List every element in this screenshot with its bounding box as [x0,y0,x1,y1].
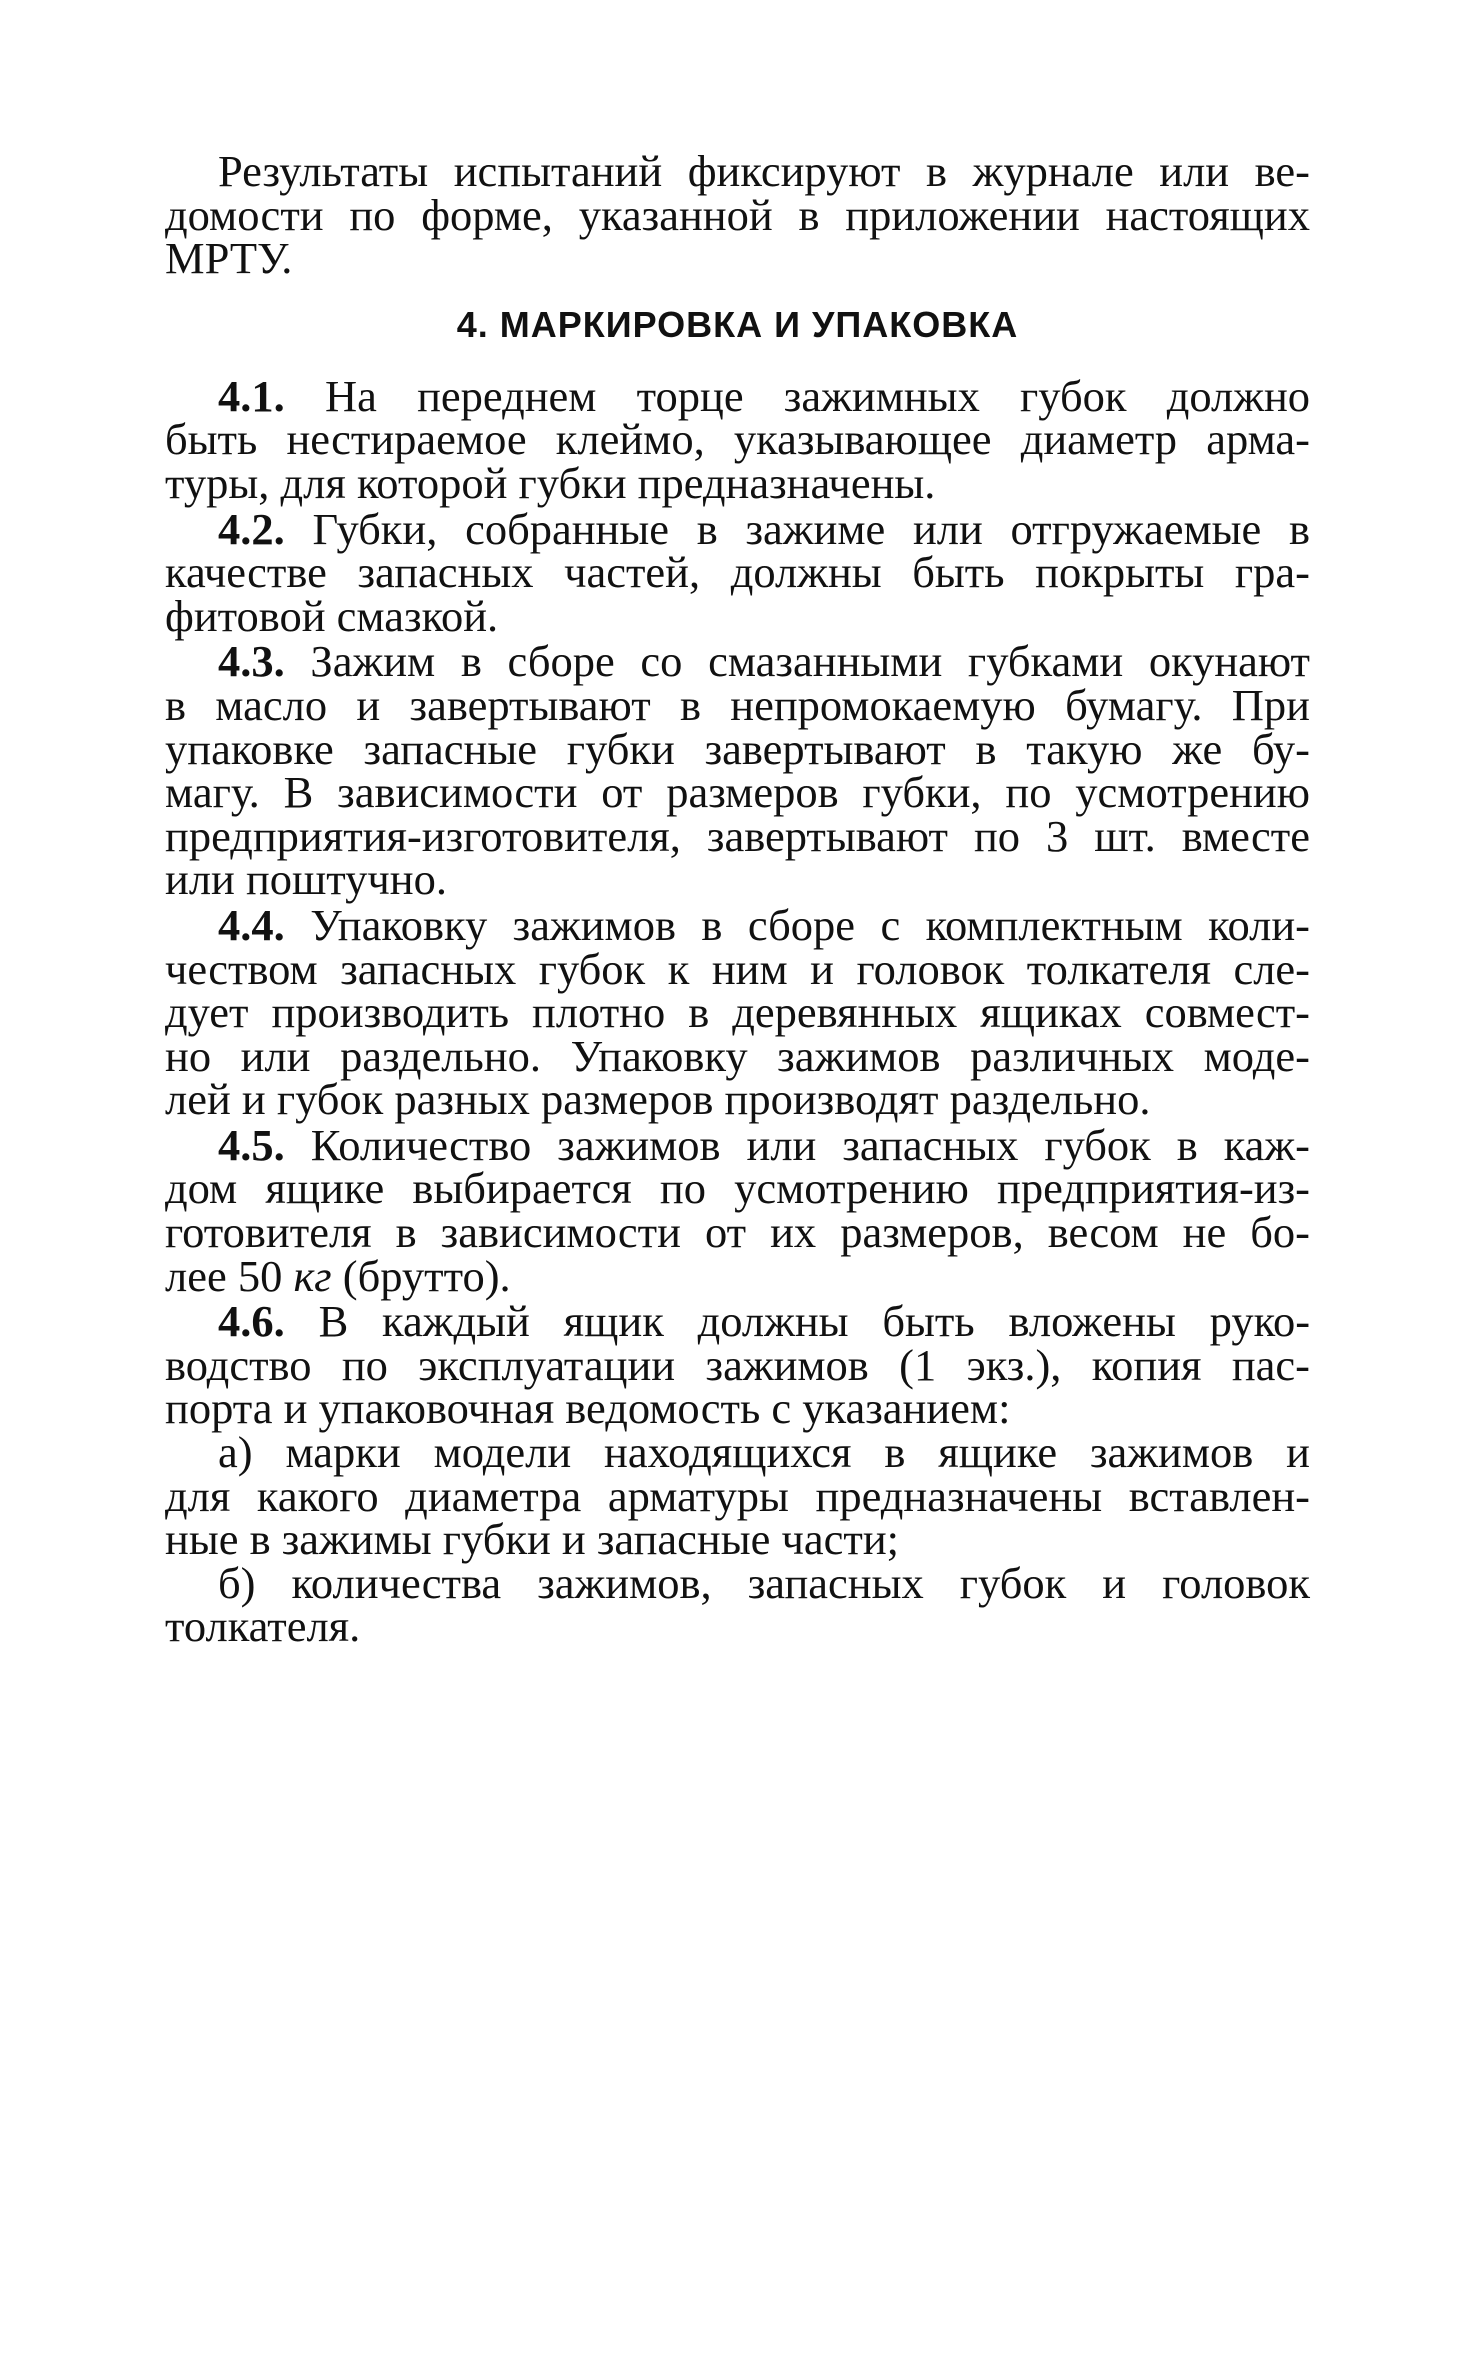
text-line: ные в зажимы губки и запасные части; [165,1514,900,1565]
weight-suffix: (брутто). [342,1250,511,1301]
clause-number: 4.3. [218,636,285,687]
clause-number: 4.1. [218,370,285,421]
section-heading: 4. МАРКИРОВКА И УПАКОВКА [456,303,1019,345]
text-line: порта и упаковочная ведомость с указанием: [165,1383,1011,1434]
clause-text: Зажим в сборе со смазанными губками окунают [310,636,1310,687]
intro-paragraph [165,146,1310,284]
clause-number: 4.6. [218,1296,285,1347]
text-line: Результаты испытаний фиксируют в журнале или ве- [218,146,1310,196]
text-line: чеством запасных губок к ним и головок толкателя сле- [165,943,1310,994]
text-line: или поштучно. [165,854,447,905]
list-item-first-line: б) количества зажимов, запасных губок и головок [218,1557,1310,1608]
clause-text: Упаковку зажимов в сборе с комплектным коли- [310,899,1310,950]
text-line: упаковке запасные губки завертывают в такую же бу- [165,723,1310,774]
clause-first-line [165,1119,1311,1170]
list-item-first-line: а) марки модели находящихся в ящике зажимов и [218,1427,1310,1478]
clause-4-1 [165,370,1311,508]
clause-4-4 [165,899,1310,1125]
clause-4-6 [165,1296,1311,1434]
weight-prefix: лее 50 [165,1250,283,1301]
list-item-b [165,1557,1310,1652]
text-line: МРТУ. [165,233,293,284]
text-line: толкателя. [165,1601,361,1652]
clause-text: Губки, собранные в зажиме или отгружаемые в [312,503,1310,554]
text-line: в масло и завертывают в непромокаемую бумагу. При [165,679,1310,730]
clause-first-line [165,1296,1311,1347]
clause-number: 4.5. [218,1119,285,1170]
text-line: водство по эксплуатации зажимов (1 экз.), копия пас- [165,1339,1310,1390]
clause-number: 4.2. [218,503,285,554]
clause-number: 4.4. [218,899,285,950]
clause-4-2 [165,503,1310,641]
clause-4-5 [165,1119,1311,1301]
text-line: но или раздельно. Упаковку зажимов различных моде- [165,1030,1310,1081]
text-line: домости по форме, указанной в приложении настоящих [165,189,1310,240]
text-line: магу. В зависимости от размеров губки, по усмотрению [165,767,1310,818]
text-line: для какого диаметра арматуры предназначены вставлен- [165,1470,1310,1521]
text-line: дом ящике выбирается по усмотрению предприятия-из- [165,1163,1310,1214]
text-line: дует производить плотно в деревянных ящиках совмест- [165,987,1310,1038]
weight-unit: кг [293,1250,332,1301]
clause-first-line [165,899,1310,950]
text-line: быть нестираемое клеймо, указывающее диаметр арма- [165,414,1310,465]
list-item-a [165,1427,1310,1565]
clause-text: Количество зажимов или запасных губок в каж- [310,1119,1311,1170]
text-line: лей и губок разных размеров производят раздельно. [165,1074,1151,1125]
clause-text: В каждый ящик должны быть вложены руко- [318,1296,1311,1347]
text-line: туры, для которой губки предназначены. [165,457,936,508]
text-line: предприятия-изготовителя, завертывают по 3 шт. вместе [165,810,1310,861]
document-body [165,146,1311,1652]
text-line [165,1250,1310,1301]
text-line: качестве запасных частей, должны быть покрыты гра- [165,547,1310,598]
clause-4-3 [165,636,1310,905]
clause-first-line [165,636,1310,687]
text-line: фитовой смазкой. [165,590,499,641]
clause-first-line [165,370,1311,421]
clause-text: На переднем торце зажимных губок должно [324,370,1311,421]
clause-first-line [165,503,1310,554]
text-line: готовителя в зависимости от их размеров, весом не бо- [165,1207,1310,1258]
